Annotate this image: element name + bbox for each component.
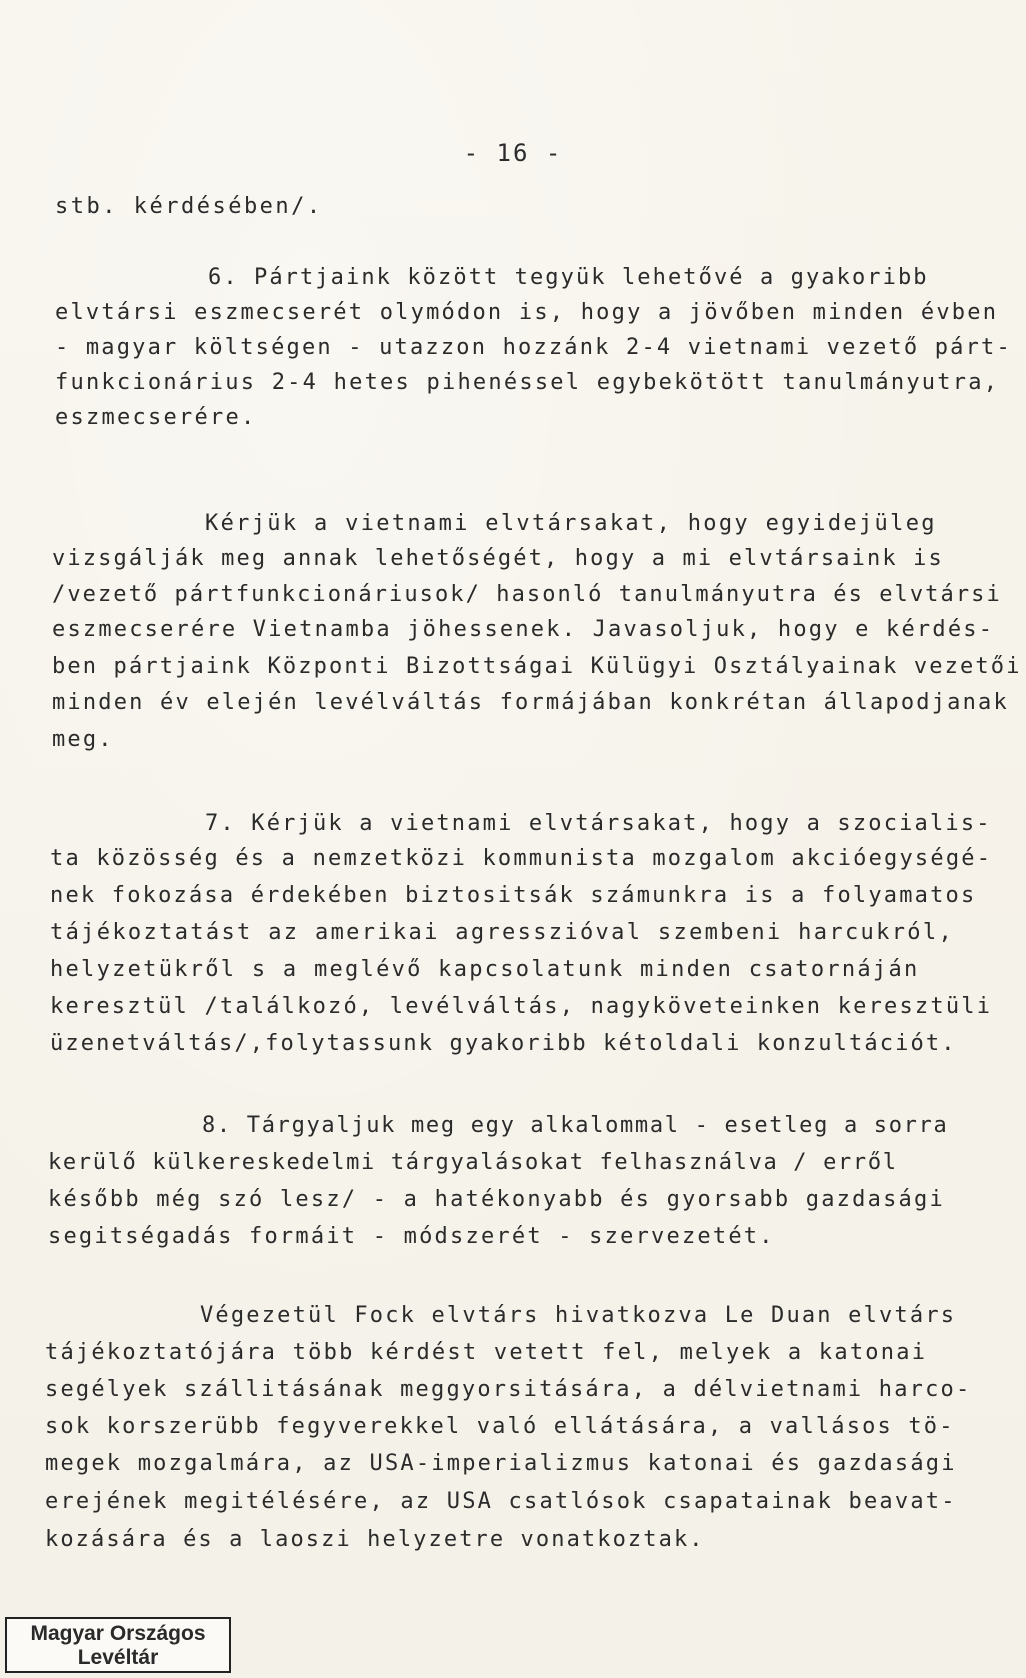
- text-line: tájékoztatójára több kérdést vetett fel, melyek a katonai: [45, 1340, 928, 1365]
- text-line: később még szó lesz/ - a hatékonyabb és gyorsabb gazdasági: [48, 1187, 945, 1212]
- stamp-line-2: Levéltár: [77, 1646, 159, 1669]
- text-line: vizsgálják meg annak lehetőségét, hogy a mi elvtársaink is: [52, 546, 944, 571]
- text-line: erejének megitélésére, az USA csatlósok csapatainak beavat-: [45, 1489, 957, 1514]
- text-line: - magyar költségen - utazzon hozzánk 2-4 vietnami vezető párt-: [55, 335, 1012, 360]
- text-line: stb. kérdésében/.: [55, 194, 323, 219]
- text-line: segitségadás formáit - módszerét - szervezetét.: [48, 1224, 775, 1249]
- text-line: nek fokozása érdekében biztositsák számunkra is a folyamatos: [50, 883, 977, 908]
- text-line: helyzetükről s a meglévő kapcsolatunk minden csatornáján: [50, 957, 920, 982]
- text-line: sok korszerübb fegyverekkel való ellátására, a vallásos tö-: [45, 1414, 955, 1439]
- text-line: eszmecserére Vietnamba jöhessenek. Javasoljuk, hogy e kérdés-: [52, 617, 995, 642]
- text-line: kerülő külkereskedelmi tárgyalásokat felhasználva / erről: [48, 1150, 898, 1175]
- text-line: ben pártjaink Központi Bizottságai Külügyi Osztályainak vezetői: [52, 654, 1022, 679]
- text-line: /vezető pártfunkcionáriusok/ hasonló tanulmányutra és elvtársi: [52, 582, 1002, 607]
- text-line: Kérjük a vietnami elvtársakat, hogy egyidejüleg: [205, 511, 937, 536]
- stamp-line-1: Magyar Országos: [30, 1622, 206, 1645]
- text-line: segélyek szállitásának meggyorsitására, a délvietnami harco-: [45, 1377, 972, 1402]
- text-line: minden év elején levélváltás formájában konkrétan állapodjanak: [52, 690, 1009, 715]
- text-line: meg.: [52, 727, 114, 752]
- text-line: megek mozgalmára, az USA-imperializmus katonai és gazdasági: [45, 1451, 957, 1476]
- page-number: - 16 -: [463, 139, 563, 167]
- text-line: Végezetül Fock elvtárs hivatkozva Le Duan elvtárs: [200, 1303, 957, 1328]
- text-line: ta közösség és a nemzetközi kommunista mozgalom akcióegységé-: [50, 846, 993, 871]
- text-line: 6. Pártjaink között tegyük lehetővé a gyakoribb: [208, 265, 929, 290]
- text-line: üzenetváltás/,folytassunk gyakoribb kétoldali konzultációt.: [50, 1031, 957, 1056]
- text-line: tájékoztatást az amerikai agresszióval szembeni harcukról,: [50, 920, 955, 945]
- text-line: keresztül /találkozó, levélváltás, nagyköveteinken keresztüli: [50, 994, 993, 1019]
- text-line: 8. Tárgyaljuk meg egy alkalommal - esetleg a sorra: [202, 1113, 949, 1138]
- archive-stamp: [5, 1617, 231, 1673]
- text-line: 7. Kérjük a vietnami elvtársakat, hogy a szocialis-: [205, 811, 992, 836]
- text-line: elvtársi eszmecserét olymódon is, hogy a jövőben minden évben: [55, 300, 999, 325]
- text-line: kozására és a laoszi helyzetre vonatkoztak.: [45, 1527, 705, 1552]
- text-line: funkcionárius 2-4 hetes pihenéssel egybekötött tanulmányutra,: [55, 370, 1000, 395]
- text-line: eszmecserére.: [55, 405, 257, 430]
